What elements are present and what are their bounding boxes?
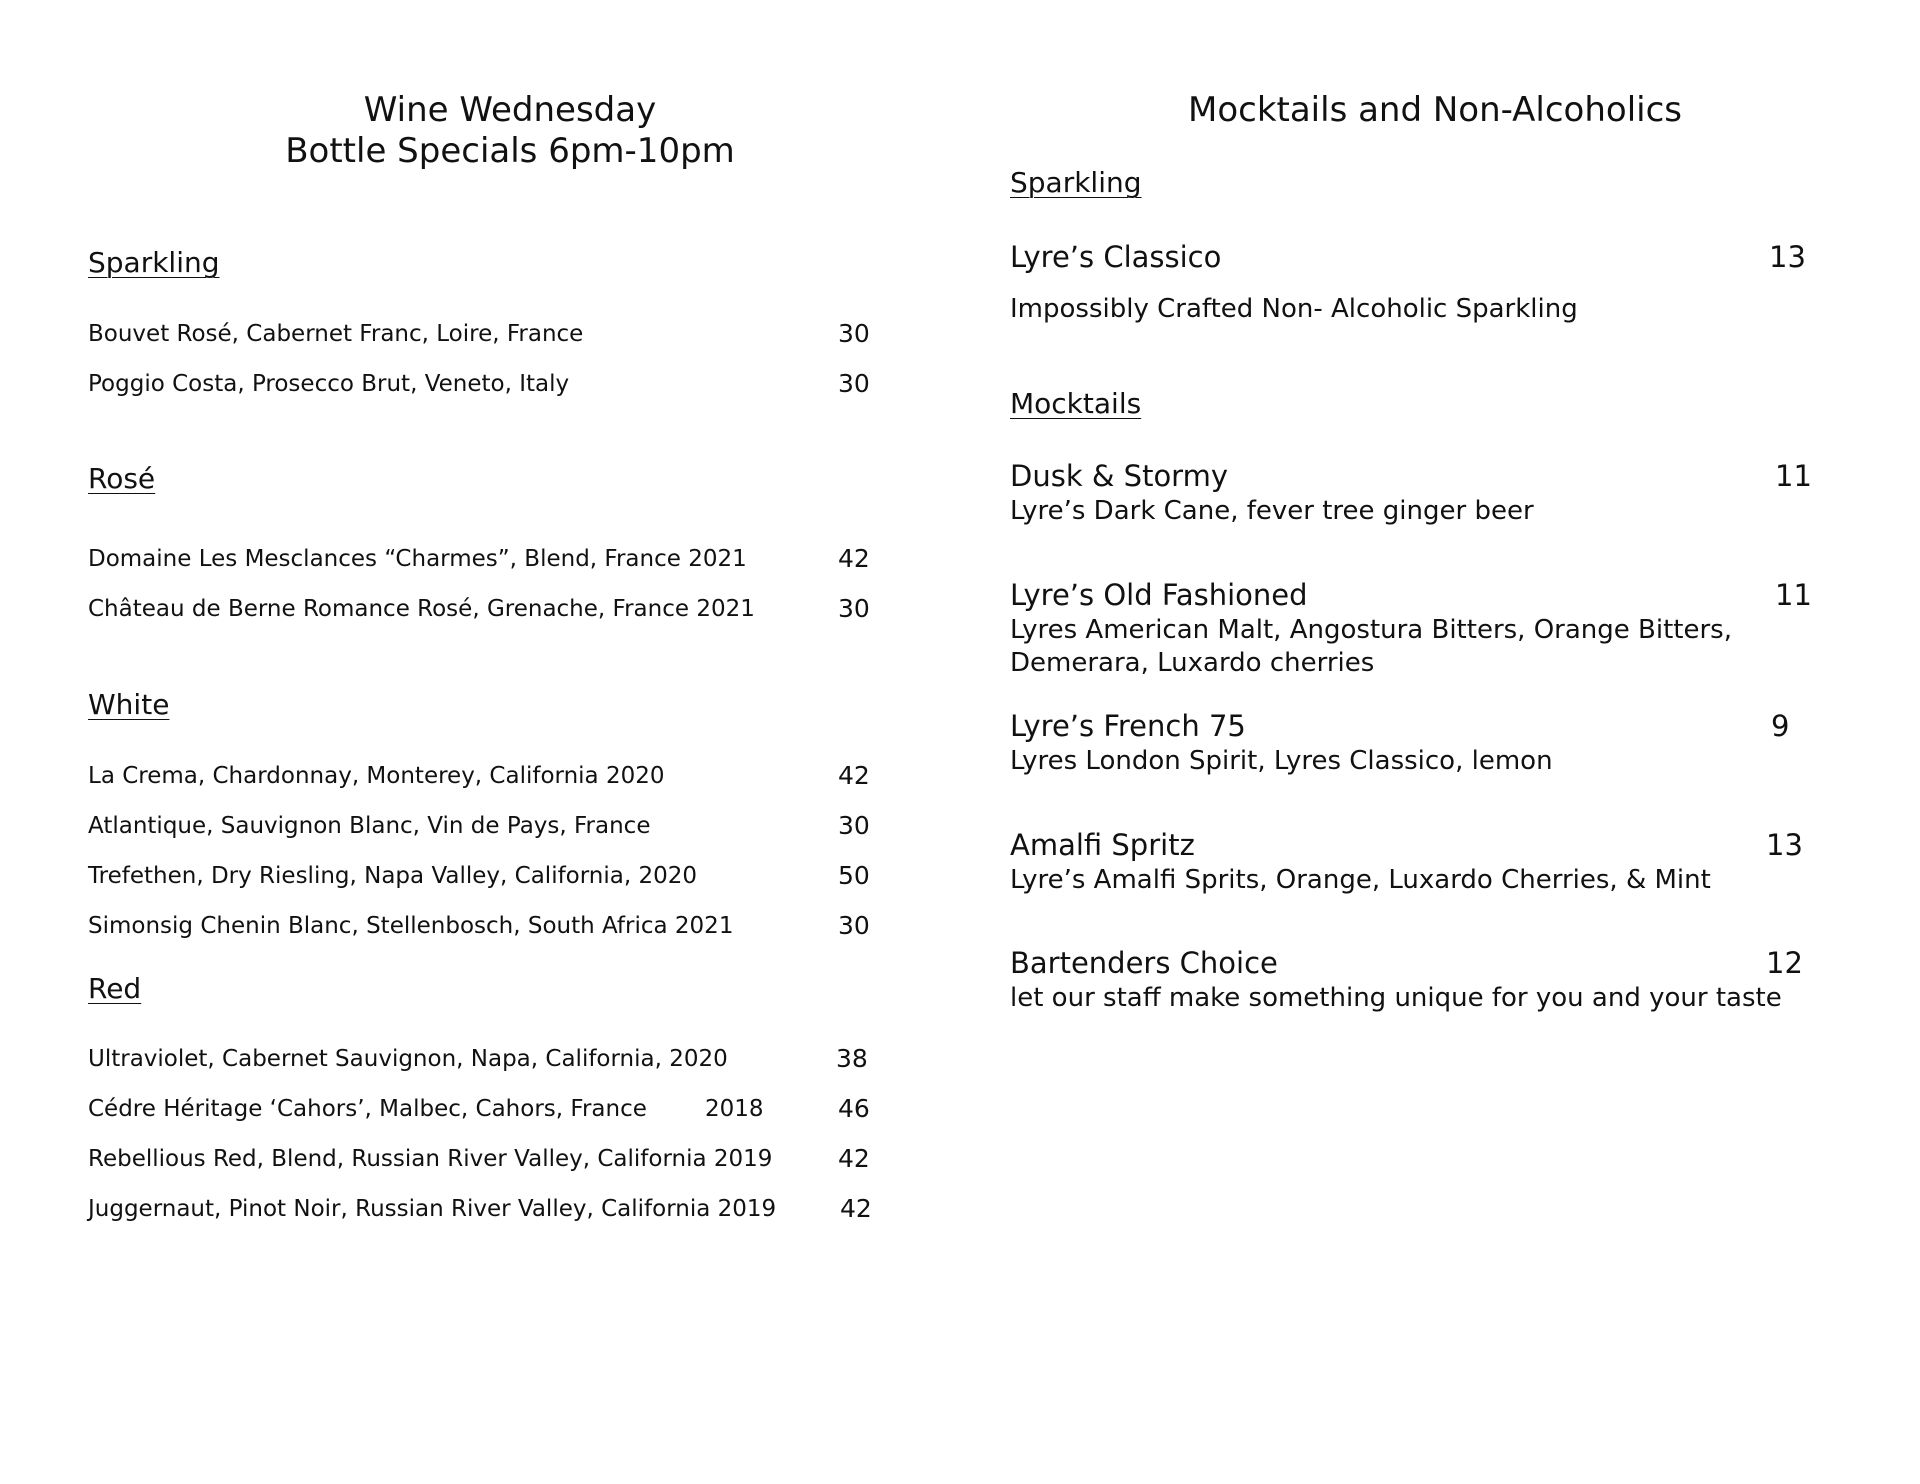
drink-description: Lyres American Malt, Angostura Bitters, Orange Bitters, <box>1010 615 1732 645</box>
drink-description: let our staff make something unique for you and your taste <box>1010 983 1782 1013</box>
drink-description: Lyre’s Dark Cane, fever tree ginger beer <box>1010 496 1534 526</box>
drink-price: 12 <box>1766 946 1803 980</box>
wine-title-line1: Wine Wednesday <box>363 90 657 130</box>
wine-item-price: 42 <box>838 1144 870 1173</box>
mocktails-heading-sparkling: Sparkling <box>1010 166 1142 199</box>
drink-description: Lyres London Spirit, Lyres Classico, lemon <box>1010 746 1553 776</box>
wine-item-price: 30 <box>838 811 870 840</box>
wine-item-name: Domaine Les Mesclances “Charmes”, Blend, France 2021 <box>88 546 747 572</box>
drink-name: Lyre’s Classico <box>1010 240 1222 274</box>
drink-name: Dusk & Stormy <box>1010 459 1229 493</box>
wine-heading-sparkling: Sparkling <box>88 246 220 279</box>
drink-price: 9 <box>1771 709 1790 743</box>
wine-title <box>210 90 810 172</box>
wine-item-name: Château de Berne Romance Rosé, Grenache, France 2021 <box>88 596 755 622</box>
drink-description: Lyre’s Amalfi Sprits, Orange, Luxardo Cherries, & Mint <box>1010 865 1711 895</box>
wine-item-year: 2018 <box>705 1096 764 1122</box>
wine-item-price: 30 <box>838 911 870 940</box>
wine-item-price: 42 <box>840 1194 872 1223</box>
wine-item-price: 30 <box>838 319 870 348</box>
wine-item-name: Trefethen, Dry Riesling, Napa Valley, California, 2020 <box>88 863 698 889</box>
drink-name: Lyre’s Old Fashioned <box>1010 578 1308 612</box>
wine-heading-rose: Rosé <box>88 462 156 495</box>
drink-description: Demerara, Luxardo cherries <box>1010 648 1375 678</box>
wine-item-price: 46 <box>838 1094 870 1123</box>
mocktails-title: Mocktails and Non-Alcoholics <box>1187 90 1683 130</box>
wine-item-name: Simonsig Chenin Blanc, Stellenbosch, South Africa 2021 <box>88 913 734 939</box>
wine-item-name: Cédre Héritage ‘Cahors’, Malbec, Cahors, France <box>88 1096 647 1122</box>
wine-item-name: Ultraviolet, Cabernet Sauvignon, Napa, California, 2020 <box>88 1046 728 1072</box>
wine-item-name: Bouvet Rosé, Cabernet Franc, Loire, France <box>88 321 584 347</box>
wine-item-price: 38 <box>836 1044 868 1073</box>
wine-item-name: Atlantique, Sauvignon Blanc, Vin de Pays, France <box>88 813 651 839</box>
drink-price: 11 <box>1775 459 1812 493</box>
mocktails-heading-mocktails: Mocktails <box>1010 387 1142 420</box>
wine-item-price: 30 <box>838 594 870 623</box>
drink-name: Amalfi Spritz <box>1010 828 1195 862</box>
wine-item-name: Poggio Costa, Prosecco Brut, Veneto, Italy <box>88 371 570 397</box>
wine-item-price: 42 <box>838 761 870 790</box>
drink-price: 13 <box>1766 828 1803 862</box>
wine-heading-red: Red <box>88 972 142 1005</box>
drink-name: Lyre’s French 75 <box>1010 709 1246 743</box>
drink-price: 11 <box>1775 578 1812 612</box>
drink-description: Impossibly Crafted Non- Alcoholic Sparkling <box>1010 294 1578 324</box>
wine-item-price: 42 <box>838 544 870 573</box>
wine-item-name: Juggernaut, Pinot Noir, Russian River Valley, California 2019 <box>88 1196 777 1222</box>
drink-price: 13 <box>1769 240 1806 274</box>
wine-heading-white: White <box>88 688 170 721</box>
wine-title-line2: Bottle Specials 6pm-10pm <box>285 131 735 171</box>
wine-item-price: 30 <box>838 369 870 398</box>
drink-name: Bartenders Choice <box>1010 946 1278 980</box>
wine-item-name: La Crema, Chardonnay, Monterey, California 2020 <box>88 763 665 789</box>
wine-item-price: 50 <box>838 861 870 890</box>
wine-item-name: Rebellious Red, Blend, Russian River Valley, California 2019 <box>88 1146 773 1172</box>
